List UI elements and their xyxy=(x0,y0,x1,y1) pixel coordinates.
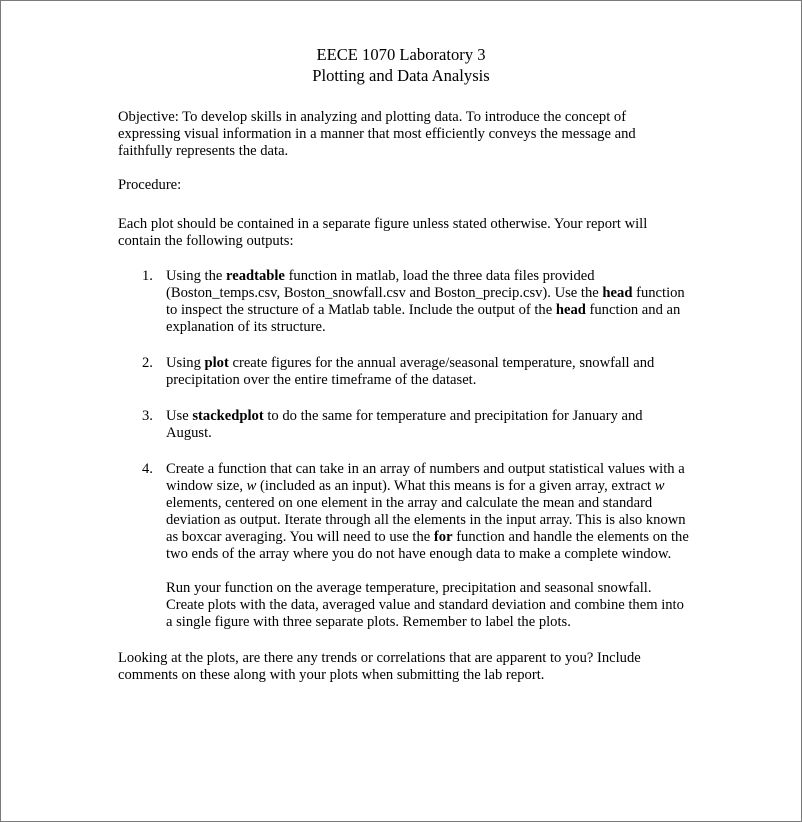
code-keyword: head xyxy=(602,285,633,301)
step-text: Using plot create figures for the annual average/seasonal temperature, snowfall and precipitation over the entire timeframe of the dataset. xyxy=(166,355,655,388)
step-item-3 xyxy=(118,408,690,442)
code-keyword: plot xyxy=(204,355,229,371)
code-keyword: readtable xyxy=(226,268,285,284)
step-item-2 xyxy=(118,355,690,389)
step-number: 1. xyxy=(142,268,153,284)
closing-paragraph: Looking at the plots, are there any trends or correlations that are apparent to you? Include comments on these along with your plots when submitting the lab report. xyxy=(118,650,641,683)
intro-paragraph: Each plot should be contained in a separate figure unless stated otherwise. Your report will contain the following outputs: xyxy=(118,216,648,249)
window-size-variable: w xyxy=(654,478,665,494)
code-keyword: for xyxy=(433,529,453,545)
step-text: Using the readtable function in matlab, load the three data files provided (Boston_temps.csv, Boston_snowfall.csv and Boston_precip.csv). Use the head function to inspect the structure of a Matlab table. Include the output of the head function and an explanation of its structure. xyxy=(166,268,685,335)
step-number: 2. xyxy=(142,355,153,371)
lab-title: EECE 1070 Laboratory 3 xyxy=(316,45,486,64)
objective-paragraph: Objective: To develop skills in analyzing and plotting data. To introduce the concept of expressing visual information in a manner that most efficiently conveys the message and faithfully represents the data. xyxy=(118,109,636,159)
document-page xyxy=(118,44,690,684)
step-item-1 xyxy=(118,268,690,336)
window-size-variable: w xyxy=(246,478,257,494)
code-keyword: stackedplot xyxy=(192,408,264,424)
step-text: Create a function that can take in an array of numbers and output statistical values with a window size, w (included as an input). What this means is for a given array, extract w elements, centered on one element in the array and calculate the mean and standard deviation as output. Iterate through all the elements in the input array. This is also known as boxcar averaging. You will need to use the for function and handle the elements on the two ends of the array where you do not have enough data to make a complete window. xyxy=(166,461,689,562)
step-number: 3. xyxy=(142,408,153,424)
step-text: Use stackedplot to do the same for temperature and precipitation for January and August. xyxy=(166,408,643,441)
procedure-heading: Procedure: xyxy=(118,177,182,193)
step-number: 4. xyxy=(142,461,153,477)
code-keyword: head xyxy=(555,302,586,318)
step-item-4 xyxy=(118,461,690,631)
steps-list xyxy=(118,268,690,631)
step-followup: Run your function on the average temperature, precipitation and seasonal snowfall. Create plots with the data, averaged value and standard deviation and combine them into a single figure with three separate plots. Remember to label the plots. xyxy=(166,580,684,630)
lab-subtitle: Plotting and Data Analysis xyxy=(312,66,490,85)
